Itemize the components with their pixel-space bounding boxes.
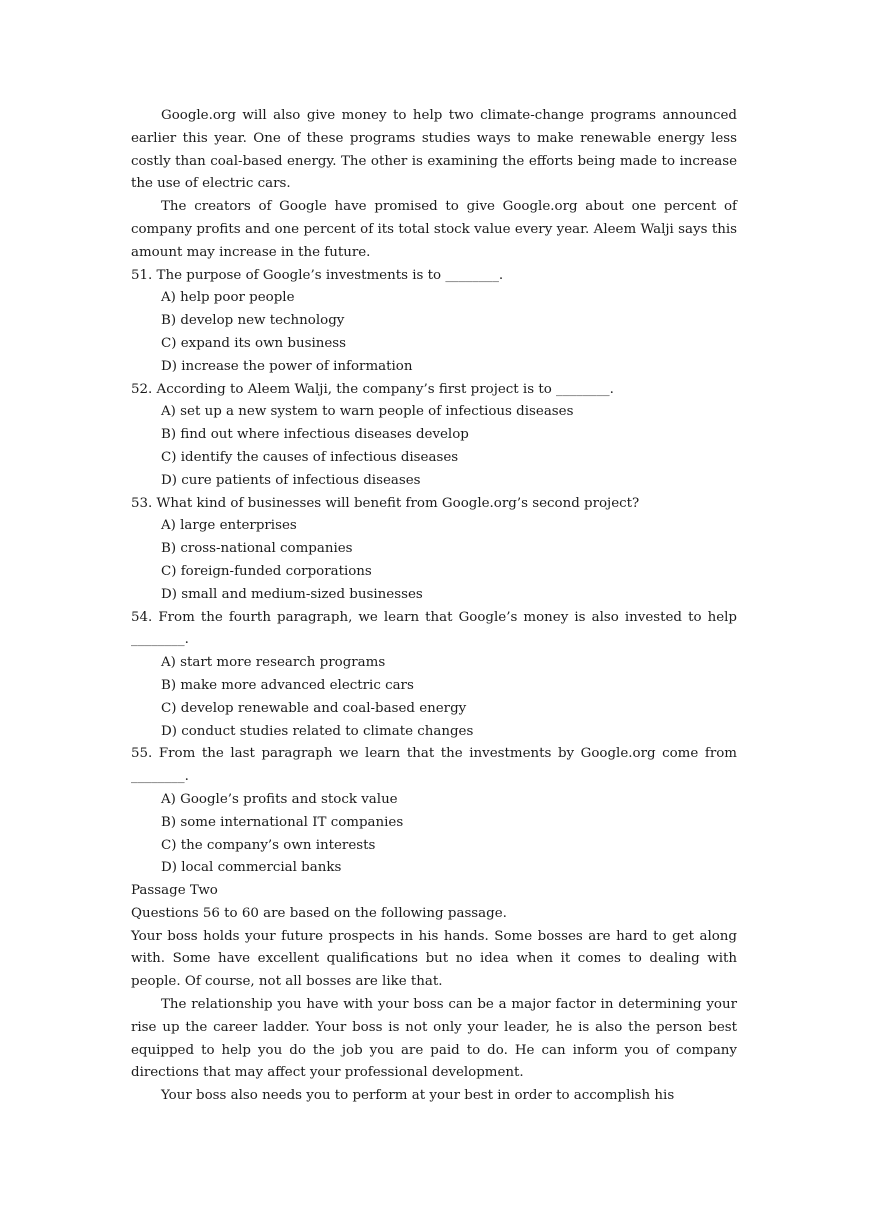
passage-instructions: Questions 56 to 60 are based on the following passage. (131, 905, 507, 921)
option-d: D) small and medium-sized businesses (161, 586, 423, 602)
option-b: B) cross-national companies (161, 541, 353, 557)
option-a: A) set up a new system to warn people of infectious diseases (161, 404, 574, 420)
question-51 (131, 265, 737, 379)
option-c: C) foreign-funded corporations (161, 563, 372, 579)
passage-heading: Passage Two (131, 883, 218, 899)
option-b: B) find out where infectious diseases develop (161, 427, 469, 443)
question-54 (131, 607, 737, 744)
question-stem: 54. From the fourth paragraph, we learn that Google’s money is also invested to help ________. (131, 609, 737, 648)
question-stem: 51. The purpose of Google’s investments is to ________. (131, 267, 504, 283)
paragraph: Your boss also needs you to perform at your best in order to accomplish his (161, 1088, 675, 1104)
option-a: A) large enterprises (161, 518, 297, 534)
option-c: C) develop renewable and coal-based energy (161, 700, 467, 716)
paragraph: Your boss holds your future prospects in his hands. Some bosses are hard to get along with. Some have excellent qualifications but no idea when it comes to dealing with people. Of course, not all bosses are like that. (131, 928, 737, 990)
question-53 (131, 493, 737, 607)
option-d: D) increase the power of information (161, 358, 413, 374)
question-stem: 52. According to Aleem Walji, the company’s first project is to ________. (131, 381, 614, 397)
option-b: B) some international IT companies (161, 814, 404, 830)
option-c: C) identify the causes of infectious diseases (161, 449, 459, 465)
document-page (131, 105, 737, 1108)
question-55 (131, 743, 737, 880)
paragraph: The creators of Google have promised to give Google.org about one percent of company profits and one percent of its total stock value every year. Aleem Walji says this amount may increase in the future. (131, 199, 737, 260)
option-b: B) develop new technology (161, 313, 345, 329)
option-a: A) start more research programs (161, 655, 386, 671)
option-d: D) conduct studies related to climate changes (161, 723, 474, 739)
option-c: C) the company’s own interests (161, 837, 376, 853)
option-c: C) expand its own business (161, 335, 347, 351)
paragraph: Google.org will also give money to help two climate-change programs announced earlier this year. One of these programs studies ways to make renewable energy less costly than coal-based energy. The other is examining the efforts being made to increase the use of electric cars. (131, 108, 737, 192)
option-a: A) Google’s profits and stock value (161, 791, 398, 807)
question-52 (131, 379, 737, 493)
question-stem: 53. What kind of businesses will benefit from Google.org’s second project? (131, 495, 640, 511)
paragraph: The relationship you have with your boss can be a major factor in determining your rise up the career ladder. Your boss is not only your leader, he is also the person best equipped to help you do the job you are paid to do. He can inform you of company directions that may affect your professional development. (131, 997, 737, 1081)
option-a: A) help poor people (161, 290, 295, 306)
option-b: B) make more advanced electric cars (161, 677, 414, 693)
question-stem: 55. From the last paragraph we learn that the investments by Google.org come from ________. (131, 746, 737, 785)
option-d: D) local commercial banks (161, 860, 342, 876)
option-d: D) cure patients of infectious diseases (161, 472, 421, 488)
